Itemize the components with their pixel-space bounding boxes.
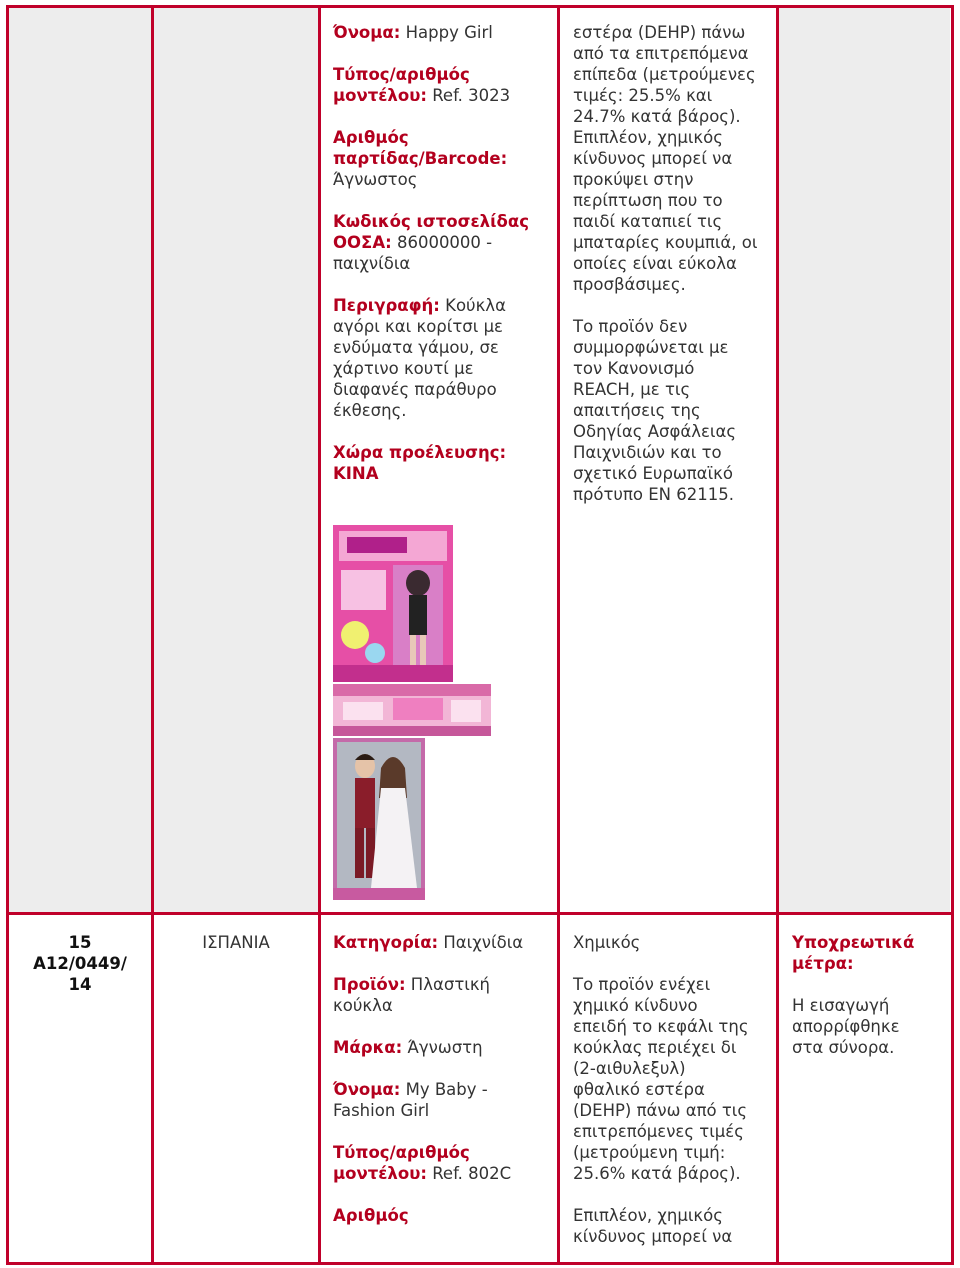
field-value: Ref. 802C	[426, 1164, 512, 1183]
empty-cell-country	[154, 8, 318, 912]
table-col-divider	[776, 5, 779, 1265]
field-label: Όνομα:	[333, 23, 401, 42]
table-border-bottom	[8, 1262, 953, 1265]
table-border-left	[6, 5, 9, 1265]
row-number: 15 A12/0449/ 14	[33, 933, 127, 994]
product-field	[333, 1079, 553, 1121]
product-field	[333, 295, 553, 421]
field-label: Περιγραφή:	[333, 296, 440, 315]
risk-paragraph: Το προϊόν ενέχει χημικό κίνδυνο επειδή το κεφάλι της κούκλας περιέχει δι (2-αιθυλεξυλ) φθαλικό εστέρα (DEHP) πάνω από τις επιτρεπόμενες τιμές (μετρούμενη τιμή: 25.6% κατά βάρος).	[573, 975, 749, 1183]
product-field	[333, 211, 553, 274]
table-border-right	[951, 5, 954, 1265]
product-photo-box-top	[333, 684, 491, 736]
risk-paragraph: Επιπλέον, χημικός κίνδυνος μπορεί να	[573, 1206, 733, 1246]
product-field	[333, 1037, 553, 1058]
field-value: My Baby - Fashion Girl	[333, 1080, 488, 1120]
risk-type: Χημικός	[573, 933, 641, 952]
row-number-cell	[10, 932, 150, 995]
field-value: 86000000 - παιχνίδια	[333, 233, 493, 273]
field-value: Πλαστική κούκλα	[333, 975, 491, 1015]
field-label: Αριθμός παρτίδας/Barcode:	[333, 128, 508, 168]
product-field	[333, 64, 553, 106]
field-label: Προϊόν:	[333, 975, 406, 994]
country-cell	[154, 932, 318, 974]
product-field	[333, 22, 553, 43]
field-value: Άγνωστος	[333, 170, 418, 189]
risk-description-cell	[573, 22, 773, 526]
measures-text: Η εισαγωγή απορρίφθηκε στα σύνορα.	[792, 996, 900, 1057]
empty-cell-number	[8, 8, 151, 912]
field-value: Άγνωστη	[402, 1038, 483, 1057]
risk-description-cell	[573, 932, 773, 1268]
product-field	[333, 932, 553, 953]
field-label: Τύπος/αριθμός μοντέλου:	[333, 1143, 470, 1183]
empty-cell-measures	[779, 8, 950, 912]
field-label: Τύπος/αριθμός μοντέλου:	[333, 65, 470, 105]
table-col-divider	[557, 5, 560, 1265]
field-label: Όνομα:	[333, 1080, 401, 1099]
field-value: Κούκλα αγόρι και κορίτσι με ενδύματα γάμου, σε χάρτινο κουτί με διαφανές παράθυρο έκθεσης.	[333, 296, 506, 420]
product-photo-dolls	[333, 738, 425, 900]
risk-paragraph: Το προϊόν δεν συμμορφώνεται με τον Κανονισμό REACH, με τις απαιτήσεις της Οδηγίας Ασφάλειας Παιχνιδιών και το σχετικό Ευρωπαϊκό πρότυπο EN 62115.	[573, 317, 737, 504]
table-border-row-divider	[8, 912, 953, 915]
product-field	[333, 442, 553, 484]
measures-label: Υποχρεωτικά μέτρα:	[792, 933, 915, 973]
product-field	[333, 1142, 553, 1184]
table-col-divider	[318, 5, 321, 1265]
measures-cell	[792, 932, 947, 1079]
field-label: Χώρα προέλευσης: ΚΙΝΑ	[333, 443, 507, 483]
product-field	[333, 127, 553, 190]
risk-paragraph: εστέρα (DEHP) πάνω από τα επιτρεπόμενα επίπεδα (μετρούμενες τιμές: 25.5% και 24.7% κατά βάρος). Επιπλέον, χημικός κίνδυνος μπορεί να προκύψει στην περίπτωση που το παιδί καταπιεί τις μπαταρίες κουμπιά, οι οποίες είναι εύκολα προσβάσιμες.	[573, 23, 758, 294]
field-value: Ref. 3023	[426, 86, 511, 105]
product-photo-box-front	[333, 525, 453, 682]
field-label: Αριθμός	[333, 1206, 409, 1225]
table-border-top	[8, 5, 953, 8]
product-field	[333, 1205, 553, 1226]
product-details-cell	[333, 22, 553, 505]
field-label: Μάρκα:	[333, 1038, 403, 1057]
field-label: Κωδικός ιστοσελίδας ΟΟΣΑ:	[333, 212, 529, 252]
product-details-cell	[333, 932, 553, 1247]
field-value: Happy Girl	[400, 23, 493, 42]
product-field	[333, 974, 553, 1016]
table-col-divider	[151, 5, 154, 1265]
field-value: Παιχνίδια	[438, 933, 524, 952]
field-label: Κατηγορία:	[333, 933, 439, 952]
country-name: ΙΣΠΑΝΙΑ	[202, 933, 270, 952]
